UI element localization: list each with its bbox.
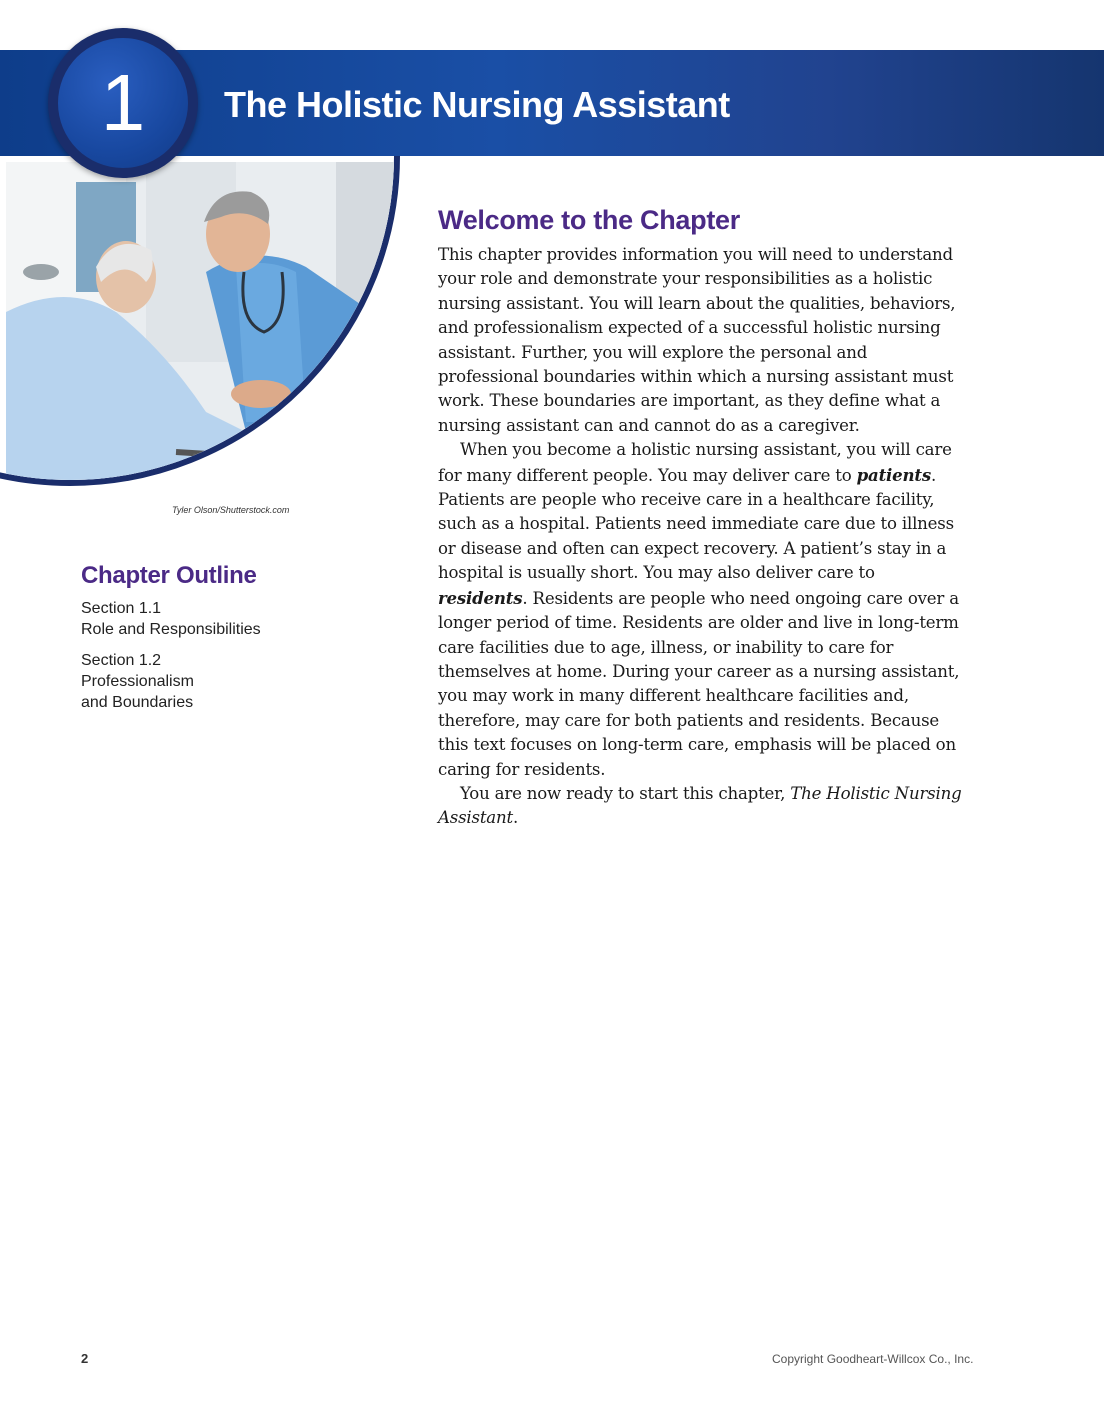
outline-section-1[interactable]	[81, 598, 261, 640]
photo-illustration	[6, 162, 400, 486]
section-title: Role and Responsibilities	[81, 621, 261, 638]
section-label: Section 1.2	[81, 652, 162, 669]
section-title-cont: and Boundaries	[81, 694, 194, 711]
term-patients: patients	[856, 464, 931, 485]
page-number: 2	[81, 1351, 89, 1366]
intro-paragraph-2: When you become a holistic nursing assistant, you will care for many different people. You may deliver care to patients. Patients are people who receive care in a healthcare facility, such as a hospital. Patients need immediate care due to illness or disease and often can expect recovery. A patient’s stay in a hospital is usually short. You may also deliver care to residents. Residents are people who need ongoing care over a longer period of time. Residents are older and live in long-term care facilities due to age, illness, or inability to care for themselves at home. During your career as a nursing assistant, you may work in many different healthcare facilities and, therefore, may care for both patients and residents. Because this text focuses on long-term care, emphasis will be placed on caring for residents.	[438, 440, 960, 779]
intro-paragraph-3: You are now ready to start this chapter, The Holistic Nursing Assistant.	[438, 783, 962, 828]
chapter-photo	[0, 156, 400, 496]
photo-credit: Tyler Olson/Shutterstock.com	[172, 505, 290, 515]
intro-paragraph-1: This chapter provides information you will need to understand your role and demonstrate your responsibilities as a holistic nursing assistant. You will learn about the qualities, behaviors, and professionalism expected of a successful holistic nursing assistant. Further, you will explore the personal and professional boundaries within which a nursing assistant must work. These boundaries are important, as they define what a nursing assistant can and cannot do as a caregiver.	[438, 245, 956, 435]
chapter-title-ref: The Holistic Nursing Assistant	[438, 783, 962, 828]
chapter-outline-heading: Chapter Outline	[81, 562, 257, 589]
outline-section-2[interactable]	[81, 650, 194, 713]
term-residents: residents	[438, 587, 523, 608]
copyright-notice: Copyright Goodheart-Willcox Co., Inc.	[772, 1352, 974, 1366]
chapter-number: 1	[100, 58, 146, 147]
section-title: Professionalism	[81, 673, 194, 690]
chapter-number-badge	[48, 28, 198, 178]
chapter-intro-text	[438, 243, 968, 831]
section-label: Section 1.1	[81, 600, 162, 617]
welcome-heading: Welcome to the Chapter	[438, 205, 740, 235]
chapter-title: The Holistic Nursing Assistant	[224, 84, 730, 125]
